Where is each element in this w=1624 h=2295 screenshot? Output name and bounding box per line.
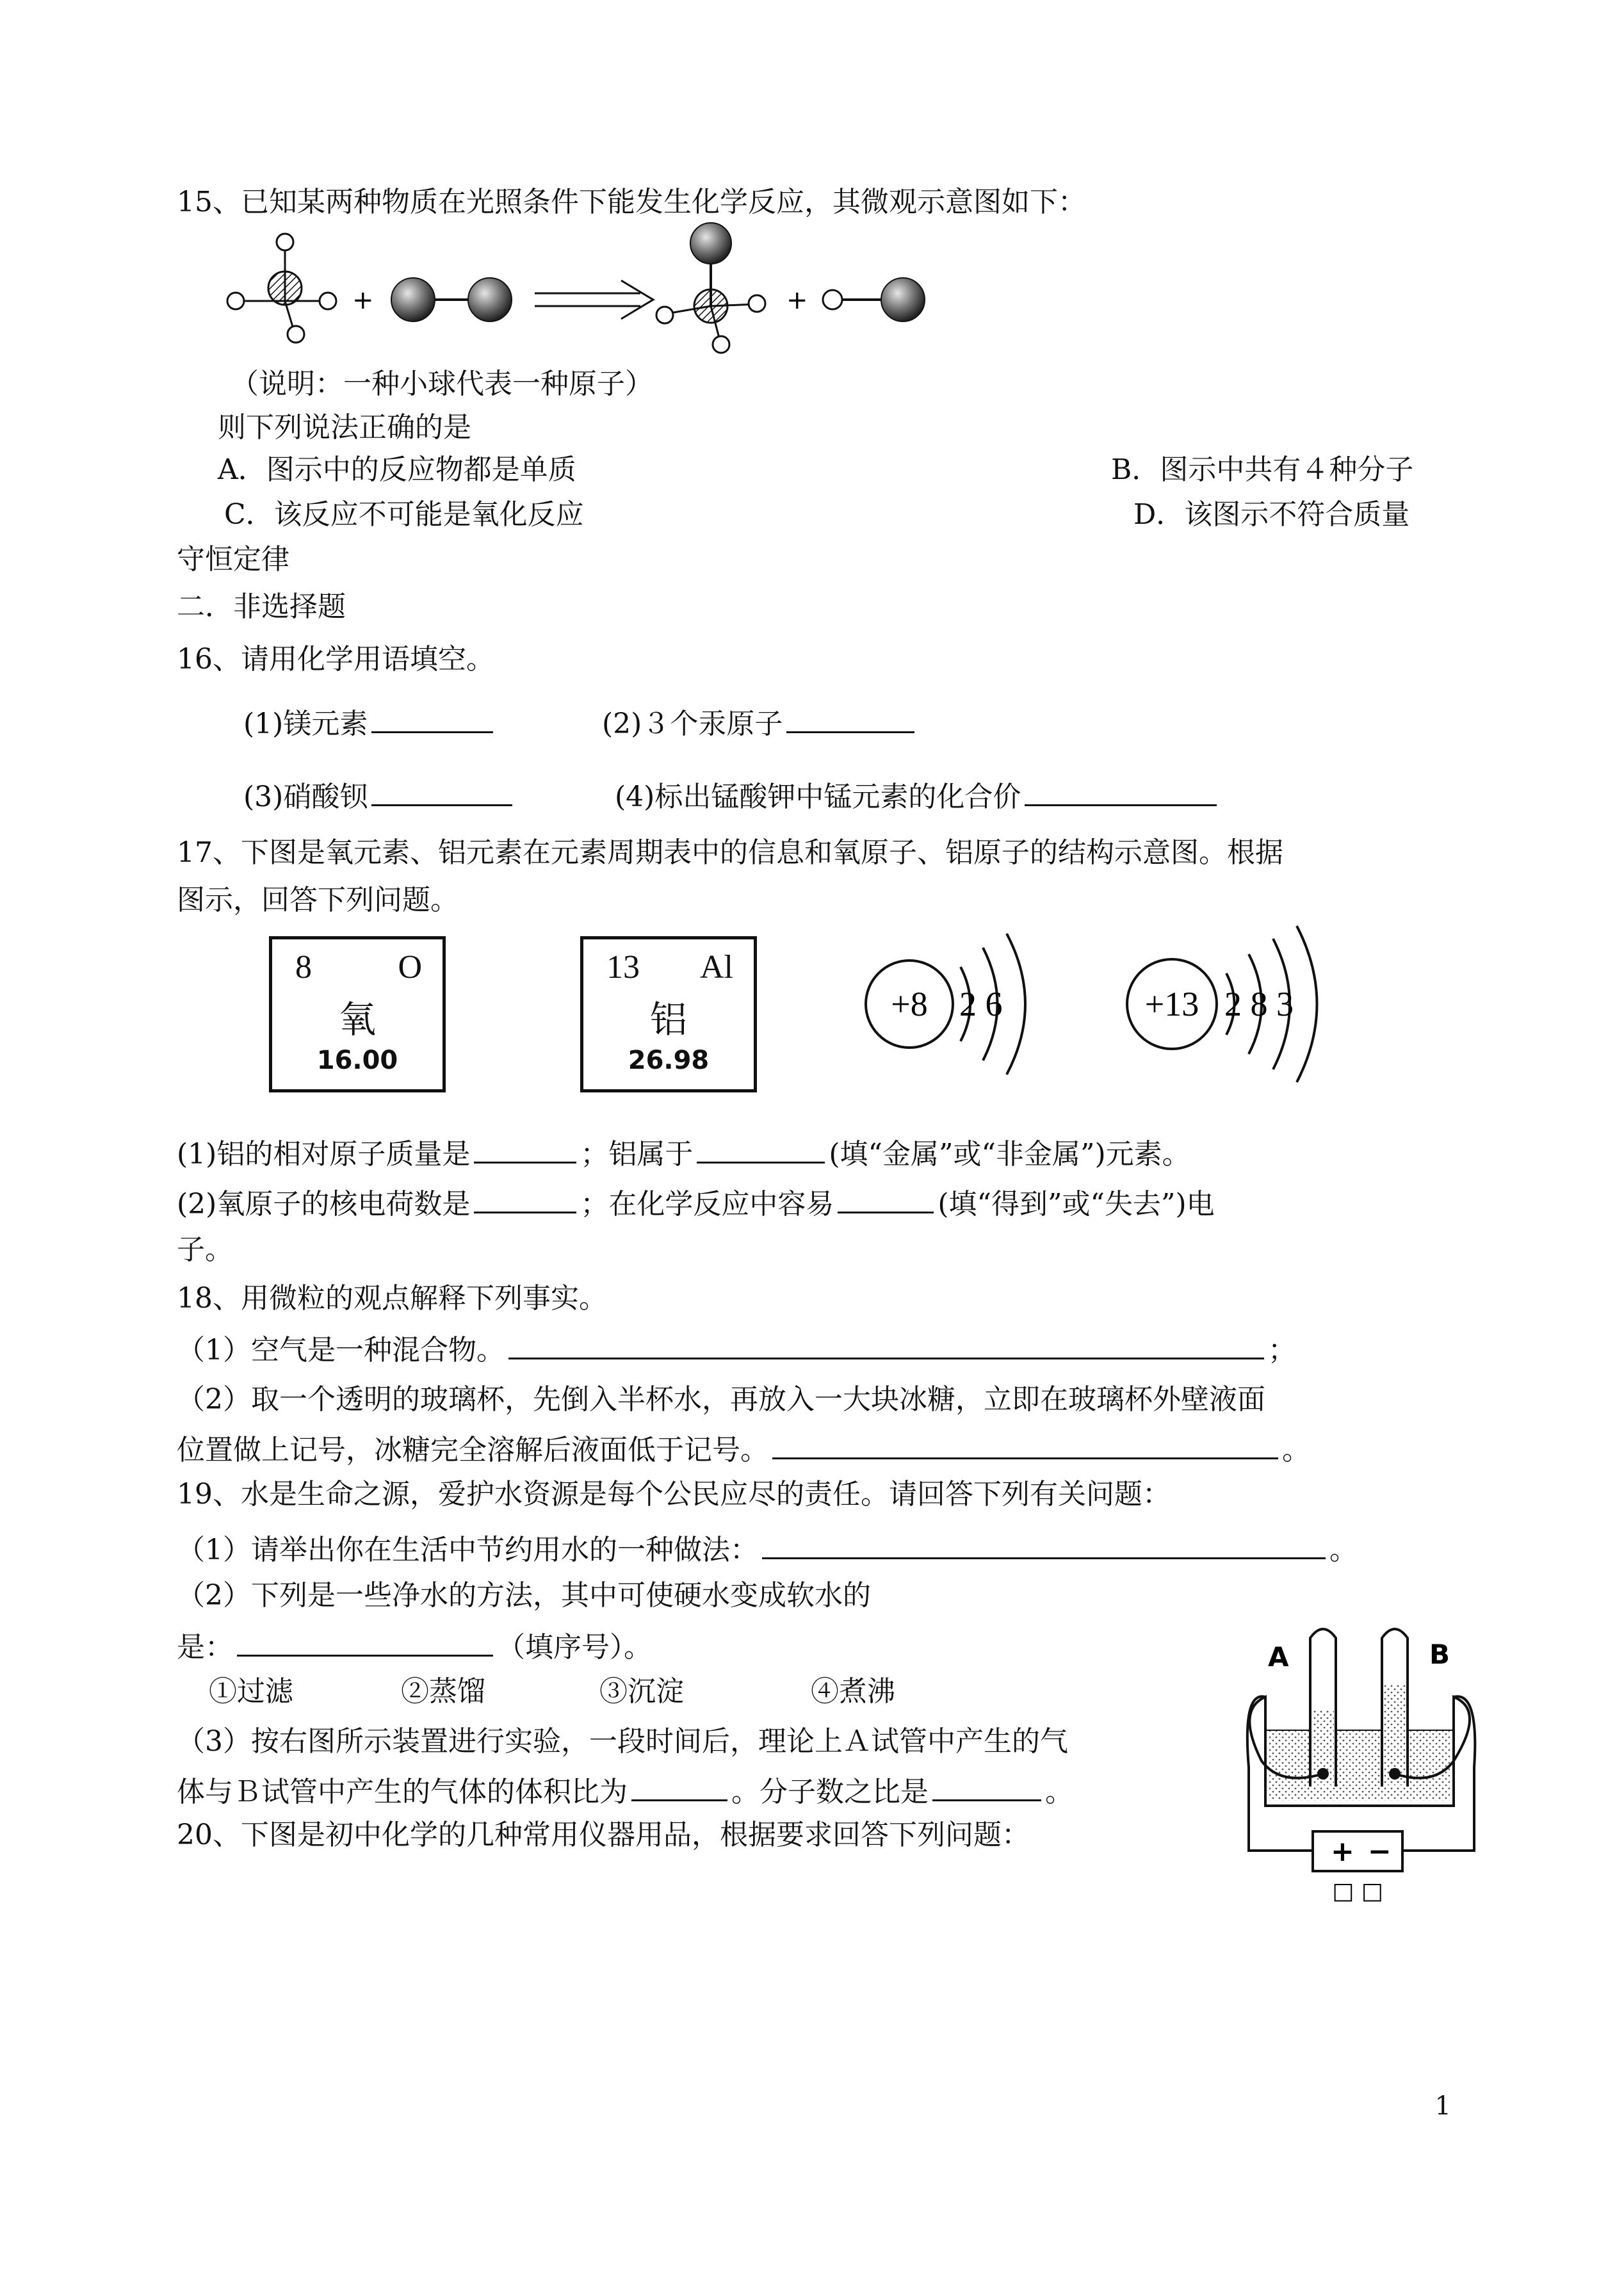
nucleus-charge: +8: [891, 985, 928, 1023]
q19-part1-label: （1）请举出你在生活中节约用水的一种做法：: [177, 1534, 758, 1566]
q16-part4-blank[interactable]: [1025, 776, 1217, 806]
q17-part2-a: (2)氧原子的核电荷数是: [177, 1188, 471, 1220]
q18-stem: 18、用微粒的观点解释下列事实。: [177, 1282, 607, 1315]
element-symbol: O: [398, 949, 422, 985]
q19-choice-2: ②蒸馏: [401, 1675, 485, 1708]
q16-part2-label: (2)３个汞原子: [602, 708, 783, 740]
q19-choice-3: ③沉淀: [599, 1675, 684, 1708]
q19-part2-label: 是：: [177, 1631, 233, 1664]
reactant-molecule-1: [227, 234, 336, 343]
q17-part2-cont: 子。: [177, 1233, 233, 1266]
q20-stem: 20、下图是初中化学的几种常用仪器用品，根据要求回答下列问题：: [177, 1819, 1030, 1851]
atomic-mass: 16.00: [316, 1046, 398, 1075]
q16-part3-blank[interactable]: [371, 776, 512, 806]
plus-sign-2: +: [786, 286, 808, 315]
periodic-cell-aluminium: [580, 936, 757, 1092]
element-name: 氧: [338, 998, 376, 1041]
q16-part3: [243, 776, 516, 815]
q18-part1: [177, 1329, 1296, 1368]
q19-part3-blank2[interactable]: [932, 1771, 1041, 1801]
q15-option-d-cont: 守恒定律: [177, 543, 289, 576]
q17-part1: [177, 1133, 1190, 1172]
electron-config: 2 6: [959, 985, 1003, 1023]
element-symbol: Al: [700, 949, 733, 985]
q17-part1-blank2[interactable]: [697, 1133, 825, 1164]
q19-part3-c: 。: [1045, 1776, 1073, 1808]
label-a: A: [1268, 1641, 1289, 1673]
q17-part2-blank2[interactable]: [838, 1183, 934, 1213]
q19-part2-line1: （2）下列是一些净水的方法，其中可使硬水变成软水的: [177, 1579, 871, 1612]
reaction-diagram: [218, 224, 941, 365]
q15-stem: 15、已知某两种物质在光照条件下能发生化学反应，其微观示意图如下：: [177, 186, 1086, 218]
q15-option-b: B．图示中共有４种分子: [1111, 453, 1414, 486]
plus-sign-1: +: [352, 286, 374, 315]
product-molecule-2: [823, 278, 925, 321]
q16-part2-blank[interactable]: [786, 703, 914, 733]
page-number: 1: [1434, 2091, 1451, 2121]
atomic-number: 13: [606, 949, 640, 985]
nucleus-charge: +13: [1144, 985, 1199, 1023]
q19-choice-4: ④煮沸: [811, 1675, 895, 1708]
section-heading: 二．非选择题: [177, 590, 346, 623]
label-b: B: [1429, 1639, 1450, 1670]
q18-part2-label: 位置做上记号，冰糖完全溶解后液面低于记号。: [177, 1434, 768, 1466]
q19-part2-line2: [177, 1626, 652, 1666]
oxygen-atom-structure: [858, 922, 1050, 1089]
q19-part3-a: 体与Ｂ试管中产生的气体的体积比为: [177, 1776, 628, 1808]
aluminium-atom-structure: [1121, 922, 1338, 1089]
minus-terminal: −: [1368, 1835, 1392, 1868]
q18-part1-blank[interactable]: [508, 1329, 1264, 1359]
q17-part1-blank1[interactable]: [474, 1133, 576, 1164]
q17-stem-line2: 图示，回答下列问题。: [177, 884, 459, 916]
q17-part2: [177, 1183, 1215, 1222]
q15-ask: 则下列说法正确的是: [218, 411, 471, 444]
q19-part1-end: 。: [1329, 1534, 1358, 1566]
q16-part4-label: (4)标出锰酸钾中锰元素的化合价: [615, 781, 1021, 813]
reactant-molecule-2: [391, 278, 512, 321]
q19-choice-1: ①过滤: [209, 1675, 293, 1708]
q15-option-c: C．该反应不可能是氧化反应: [224, 498, 584, 531]
q15-option-a: A．图示中的反应物都是单质: [218, 453, 576, 486]
q18-part2-blank[interactable]: [772, 1429, 1278, 1459]
q19-stem: 19、水是生命之源，爱护水资源是每个公民应尽的责任。请回答下列有关问题：: [177, 1478, 1171, 1511]
q15-note: （说明：一种小球代表一种原子）: [231, 368, 653, 400]
q15-option-d: D．该图示不符合质量: [1133, 498, 1410, 531]
reaction-arrow: [535, 280, 653, 319]
q16-part2: [602, 703, 918, 742]
q18-part2-end: 。: [1282, 1434, 1310, 1466]
q17-part2-c: (填“得到”或“失去”)电: [938, 1188, 1215, 1220]
q16-part3-label: (3)硝酸钡: [243, 781, 368, 813]
periodic-cell-oxygen: [269, 936, 446, 1092]
q17-part2-b: ；在化学反应中容易: [580, 1188, 834, 1220]
q19-part3-b: 。分子数之比是: [731, 1776, 929, 1808]
plus-terminal: +: [1331, 1835, 1354, 1868]
q16-part1-blank[interactable]: [371, 703, 493, 733]
q19-part2-suffix: （填序号）。: [497, 1631, 652, 1664]
q18-part1-label: （1）空气是一种混合物。: [177, 1334, 505, 1366]
electrolysis-apparatus: [1242, 1614, 1511, 1902]
q18-part1-end: ；: [1268, 1334, 1296, 1366]
q19-part2-blank[interactable]: [237, 1626, 493, 1657]
q16-stem: 16、请用化学用语填空。: [177, 643, 494, 676]
q16-part1: [243, 703, 497, 742]
q18-part2-line1: （2）取一个透明的玻璃杯，先倒入半杯水，再放入一大块冰糖，立即在玻璃杯外壁液面: [177, 1383, 1265, 1416]
q18-part2-line2: [177, 1429, 1310, 1468]
atomic-number: 8: [295, 949, 312, 985]
q16-part1-label: (1)镁元素: [243, 708, 368, 740]
water: [1269, 1730, 1450, 1801]
q19-part3-line1: （3）按右图所示装置进行实验，一段时间后，理论上Ａ试管中产生的气: [177, 1725, 1068, 1758]
apparatus-caption: □ □: [1332, 1878, 1383, 1904]
atomic-mass: 26.98: [628, 1046, 710, 1075]
q17-part1-b: ；铝属于: [580, 1138, 694, 1171]
q17-stem-line1: 17、下图是氧元素、铝元素在元素周期表中的信息和氧原子、铝原子的结构示意图。根据: [177, 836, 1283, 869]
q19-part1: [177, 1529, 1358, 1568]
q17-part1-a: (1)铝的相对原子质量是: [177, 1138, 471, 1171]
q19-part3-line2: [177, 1771, 1073, 1810]
q17-part2-blank1[interactable]: [474, 1183, 576, 1213]
element-name: 铝: [649, 998, 687, 1041]
q19-part3-blank1[interactable]: [631, 1771, 727, 1801]
electron-config: 2 8 3: [1224, 985, 1294, 1023]
product-molecule-1: [656, 223, 765, 353]
q17-part1-c: (填“金属”或“非金属”)元素。: [829, 1138, 1190, 1171]
q16-part4: [615, 776, 1221, 815]
q19-part1-blank[interactable]: [762, 1529, 1326, 1559]
